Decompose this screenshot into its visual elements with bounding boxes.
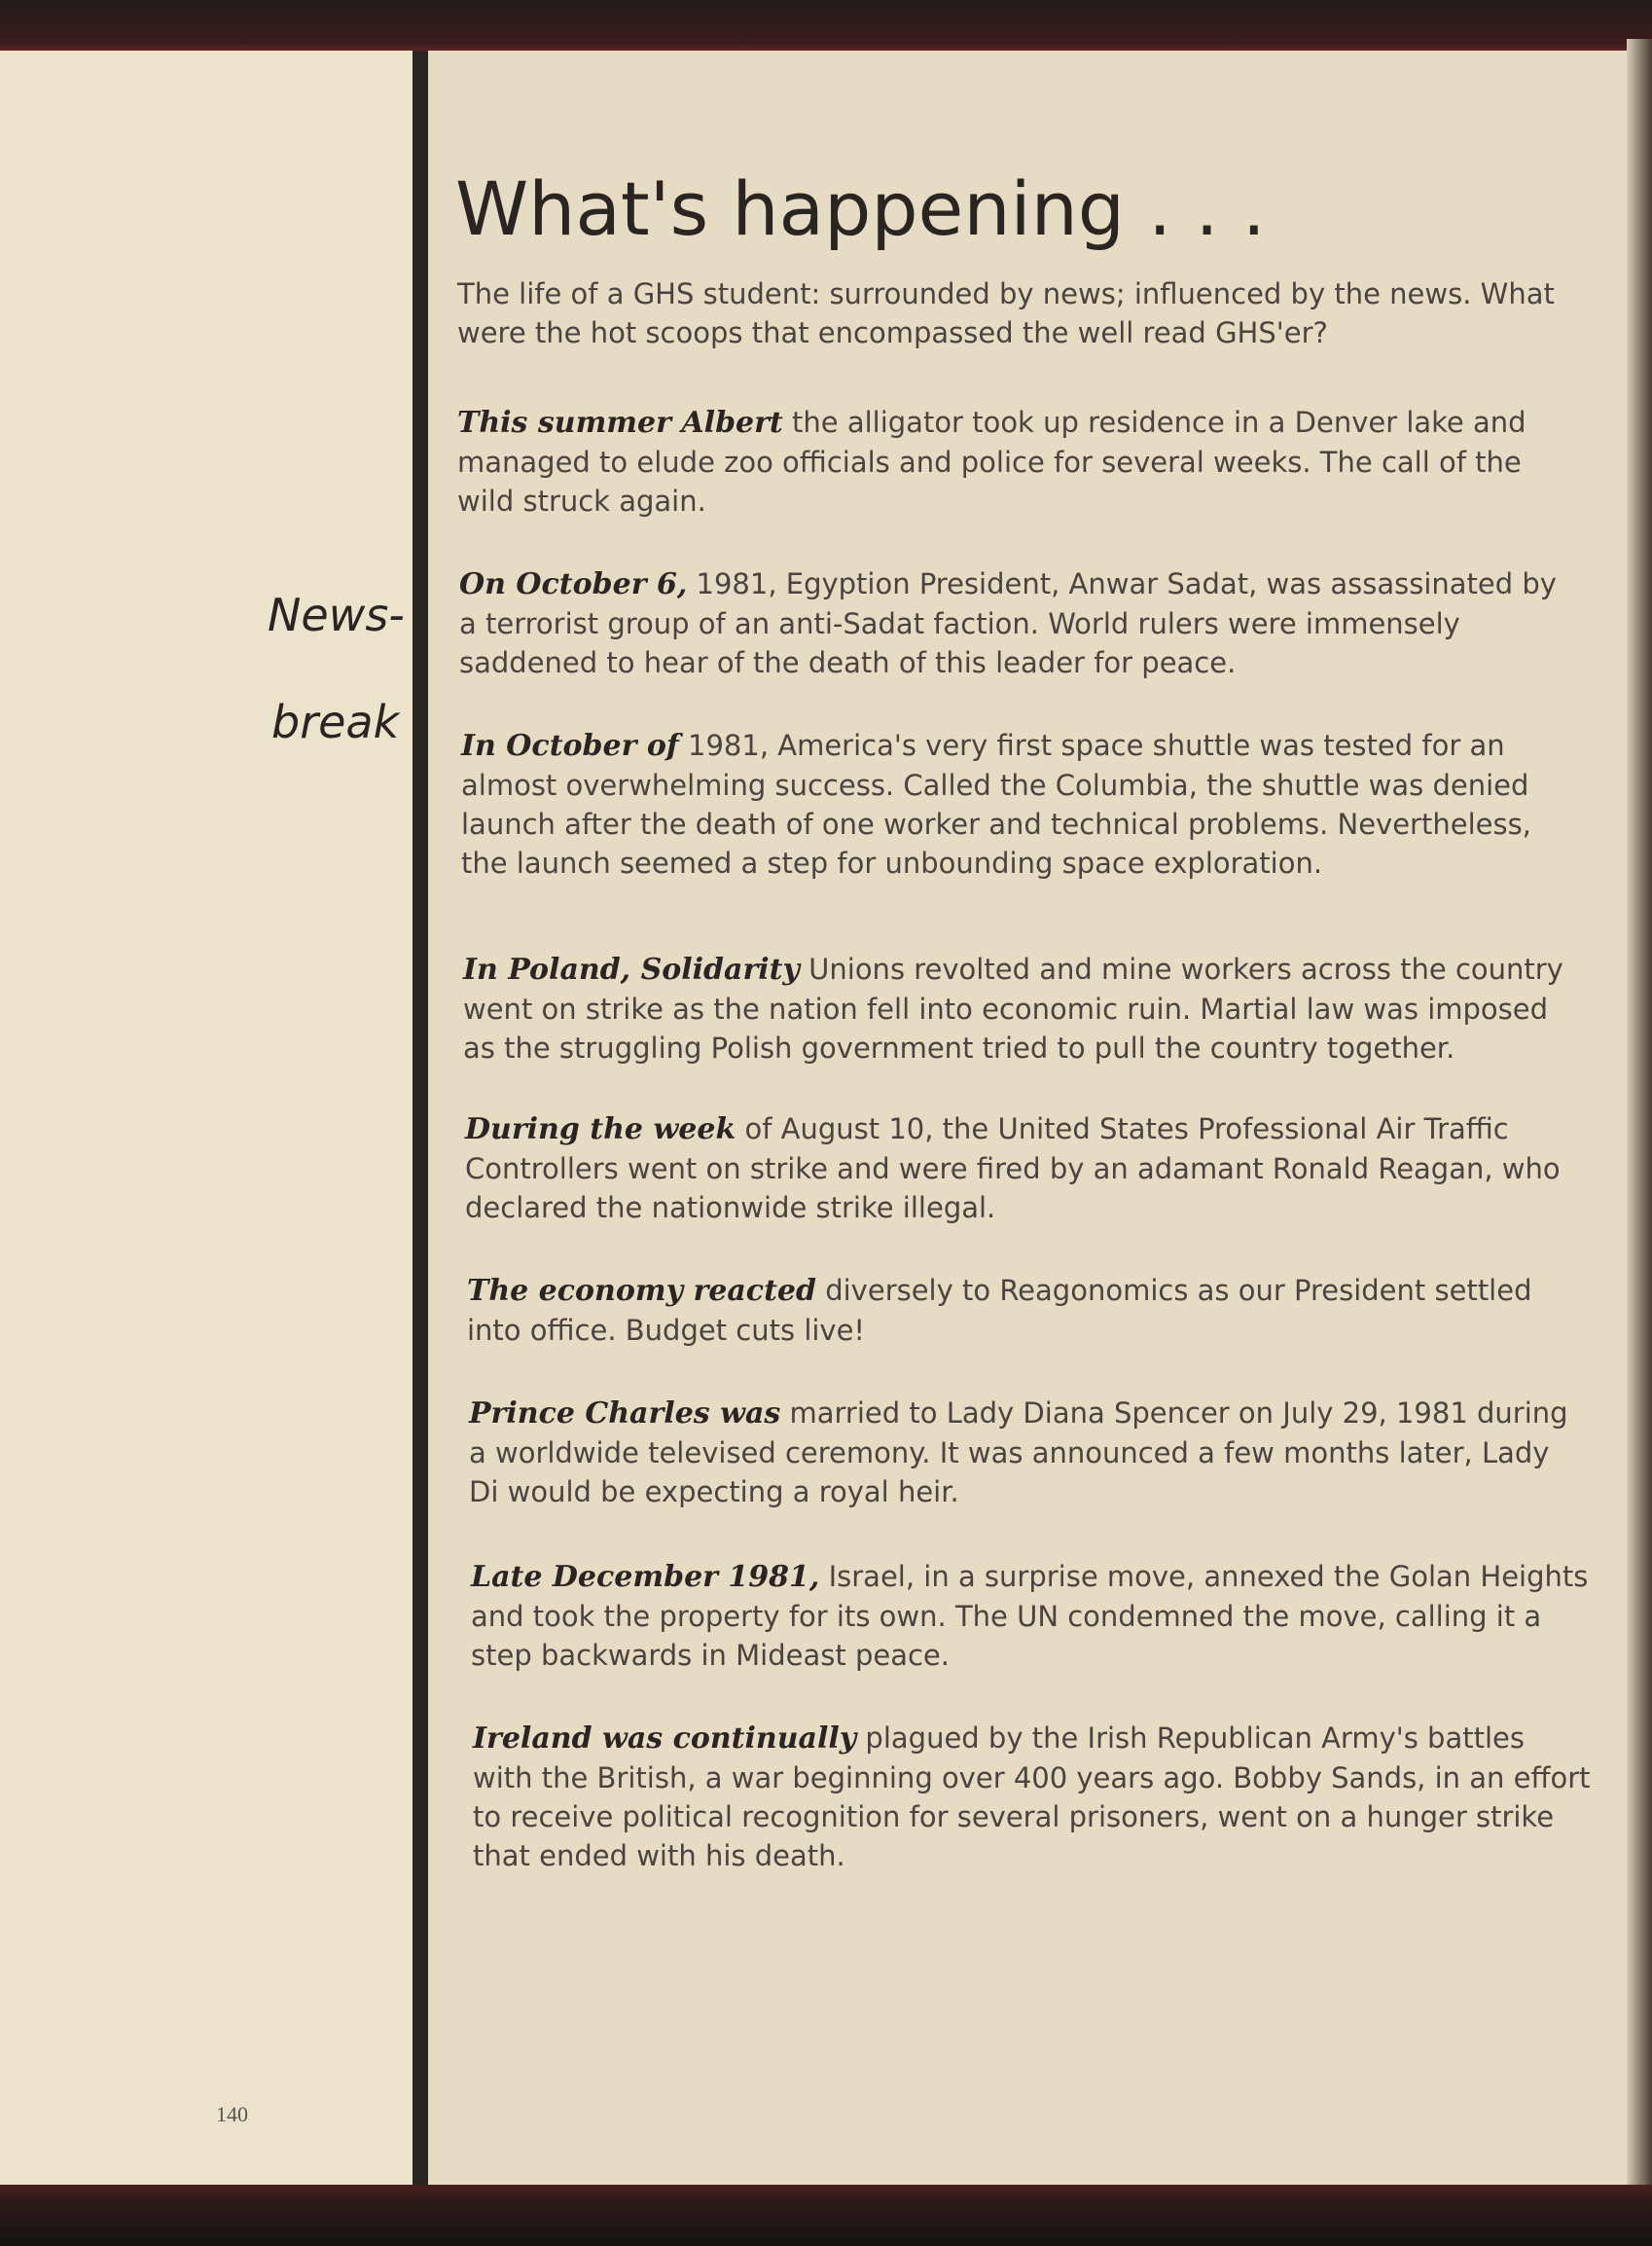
page-title: What's happening . . . — [455, 165, 1266, 252]
news-item-alligator — [457, 403, 1576, 521]
news-item-air-traffic — [465, 1109, 1584, 1227]
news-item-lead: This summer Albert — [457, 406, 783, 440]
news-item-text: 1981, America's very first space shuttle was tested for an almost overwhelming success. Called the Columbia, the shuttle was denied launch after the death of one worker and technical problems. Nevertheless, the launch seemed a step for unbounding space exploration. — [461, 729, 1531, 880]
section-label-line-1: News- — [268, 589, 405, 641]
news-item-golan-heights — [471, 1557, 1590, 1675]
news-item-text: plagued by the Irish Republican Army's battles with the British, a war beginning over 400 years ago. Bobby Sands, in an effort to receive political recognition for several prisoners, went on a hunger strike that ended with his death. — [473, 1721, 1591, 1872]
news-item-text: married to Lady Diana Spencer on July 29, 1981 during a worldwide televised ceremony. It was announced a few months later, Lady Di would be expecting a royal heir. — [469, 1396, 1568, 1508]
news-item-sadat — [459, 564, 1578, 682]
news-item-text: Unions revolted and mine workers across the country went on strike as the nation fell into economic ruin. Martial law was imposed as the struggling Polish government tried to pull the country together. — [463, 953, 1563, 1065]
bottom-binding-edge — [0, 2185, 1652, 2246]
section-label-line-2: break — [271, 696, 400, 748]
news-item-text: diversely to Reagonomics as our President settled into office. Budget cuts live! — [467, 1274, 1532, 1347]
news-item-lead: On October 6, — [459, 567, 688, 601]
news-item-royal-wedding — [469, 1394, 1588, 1511]
news-item-text: 1981, Egyption President, Anwar Sadat, was assassinated by a terrorist group of an anti-Sadat faction. World rulers were immensely saddened to hear of the death of this leader for peace. — [459, 567, 1557, 679]
page-number: 140 — [216, 2102, 248, 2126]
news-item-lead: In October of — [461, 729, 679, 763]
news-item-text: of August 10, the United States Professional Air Traffic Controllers went on strike and were fired by an adamant Ronald Reagan, who declared the nationwide strike illegal. — [465, 1112, 1561, 1224]
news-item-poland — [463, 950, 1582, 1068]
page-right-edge — [1627, 39, 1652, 2190]
vertical-rule — [413, 51, 428, 2185]
left-margin-panel — [0, 51, 413, 2185]
intro-paragraph: The life of a GHS student: surrounded by news; influenced by the news. What were the hot scoops that encompassed the well read GHS'er? — [457, 277, 1555, 349]
news-item-lead: Prince Charles was — [469, 1396, 781, 1431]
news-item-lead: The economy reacted — [467, 1274, 816, 1308]
news-item-lead: Late December 1981, — [471, 1560, 820, 1594]
news-item-lead: During the week — [465, 1112, 736, 1146]
news-item-text: the alligator took up residence in a Denver lake and managed to elude zoo officials and police for several weeks. The call of the wild struck again. — [457, 406, 1526, 518]
news-item-space-shuttle — [461, 726, 1580, 883]
news-item-lead: In Poland, Solidarity — [463, 953, 800, 987]
news-item-lead: Ireland was continually — [473, 1721, 857, 1756]
news-item-economy — [467, 1271, 1586, 1350]
news-item-ireland — [473, 1719, 1592, 1875]
top-binding-edge — [0, 0, 1652, 51]
news-item-text: Israel, in a surprise move, annexed the Golan Heights and took the property for its own. The UN condemned the move, calling it a step backwards in Mideast peace. — [471, 1560, 1589, 1672]
